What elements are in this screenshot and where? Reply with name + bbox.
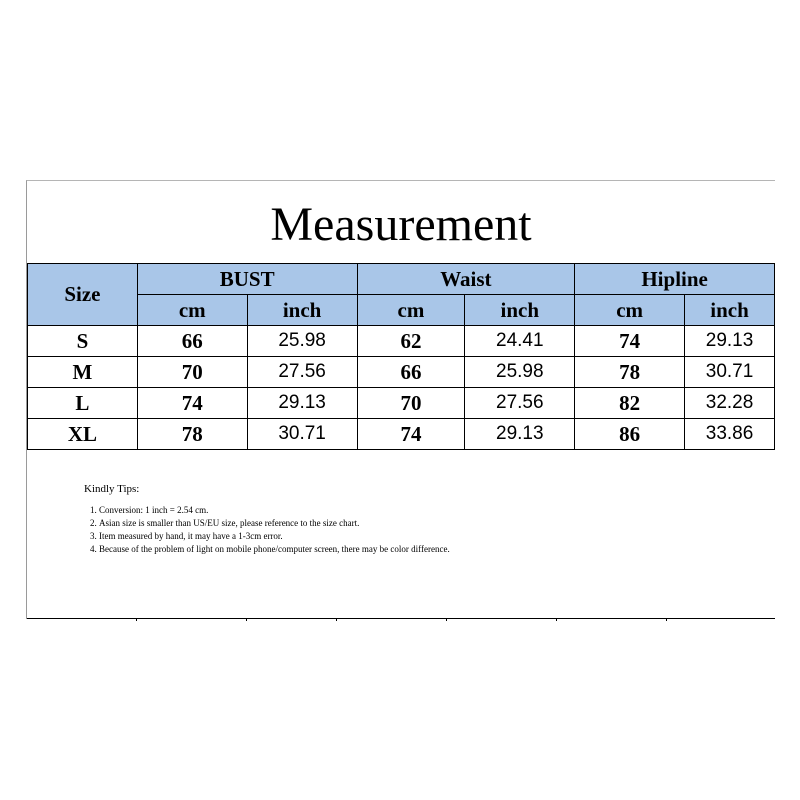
column-tick xyxy=(446,618,447,621)
table-cell: 66 xyxy=(137,326,247,357)
table-cell: 78 xyxy=(575,357,685,388)
waist-header: Waist xyxy=(357,264,575,295)
table-cell: 78 xyxy=(137,419,247,450)
tips-heading: Kindly Tips: xyxy=(84,483,140,495)
unit-header: inch xyxy=(685,295,775,326)
table-cell: 27.56 xyxy=(465,388,575,419)
table-row xyxy=(28,419,775,450)
table-cell: 66 xyxy=(357,357,465,388)
bottom-border xyxy=(27,618,775,619)
table-row xyxy=(28,388,775,419)
column-tick xyxy=(336,618,337,621)
unit-header: inch xyxy=(247,295,357,326)
size-cell: L xyxy=(28,388,138,419)
table-cell: 86 xyxy=(575,419,685,450)
table-cell: 29.13 xyxy=(465,419,575,450)
size-cell: XL xyxy=(28,419,138,450)
size-table xyxy=(27,263,775,450)
table-cell: 29.13 xyxy=(685,326,775,357)
column-tick xyxy=(246,618,247,621)
chart-title: Measurement xyxy=(270,198,532,251)
unit-header: cm xyxy=(575,295,685,326)
table-cell: 32.28 xyxy=(685,388,775,419)
tip-item: 2. Asian size is smaller than US/EU size, please reference to the size chart. xyxy=(99,517,469,530)
unit-header: cm xyxy=(137,295,247,326)
column-tick xyxy=(136,618,137,621)
table-cell: 70 xyxy=(357,388,465,419)
table-cell: 74 xyxy=(137,388,247,419)
table-cell: 30.71 xyxy=(685,357,775,388)
table-cell: 82 xyxy=(575,388,685,419)
table-row xyxy=(28,326,775,357)
size-cell: S xyxy=(28,326,138,357)
column-tick xyxy=(556,618,557,621)
tip-item: 1. Conversion: 1 inch = 2.54 cm. xyxy=(99,504,469,517)
table-cell: 25.98 xyxy=(465,357,575,388)
table-cell: 70 xyxy=(137,357,247,388)
table-cell: 30.71 xyxy=(247,419,357,450)
kindly-tips xyxy=(84,483,469,556)
table-cell: 29.13 xyxy=(247,388,357,419)
tip-item: 4. Because of the problem of light on mobile phone/computer screen, there may be color difference. xyxy=(99,543,469,556)
unit-header: cm xyxy=(357,295,465,326)
size-chart-sheet xyxy=(26,180,775,619)
size-cell: M xyxy=(28,357,138,388)
size-header: Size xyxy=(28,264,138,326)
tip-item: 3. Item measured by hand, it may have a 1-3cm error. xyxy=(99,530,469,543)
table-cell: 74 xyxy=(357,419,465,450)
unit-header: inch xyxy=(465,295,575,326)
table-cell: 33.86 xyxy=(685,419,775,450)
bust-header: BUST xyxy=(137,264,357,295)
table-cell: 24.41 xyxy=(465,326,575,357)
table-cell: 27.56 xyxy=(247,357,357,388)
hipline-header: Hipline xyxy=(575,264,775,295)
table-cell: 74 xyxy=(575,326,685,357)
tips-list xyxy=(84,504,469,556)
table-cell: 25.98 xyxy=(247,326,357,357)
column-tick xyxy=(666,618,667,621)
table-row xyxy=(28,357,775,388)
table-cell: 62 xyxy=(357,326,465,357)
